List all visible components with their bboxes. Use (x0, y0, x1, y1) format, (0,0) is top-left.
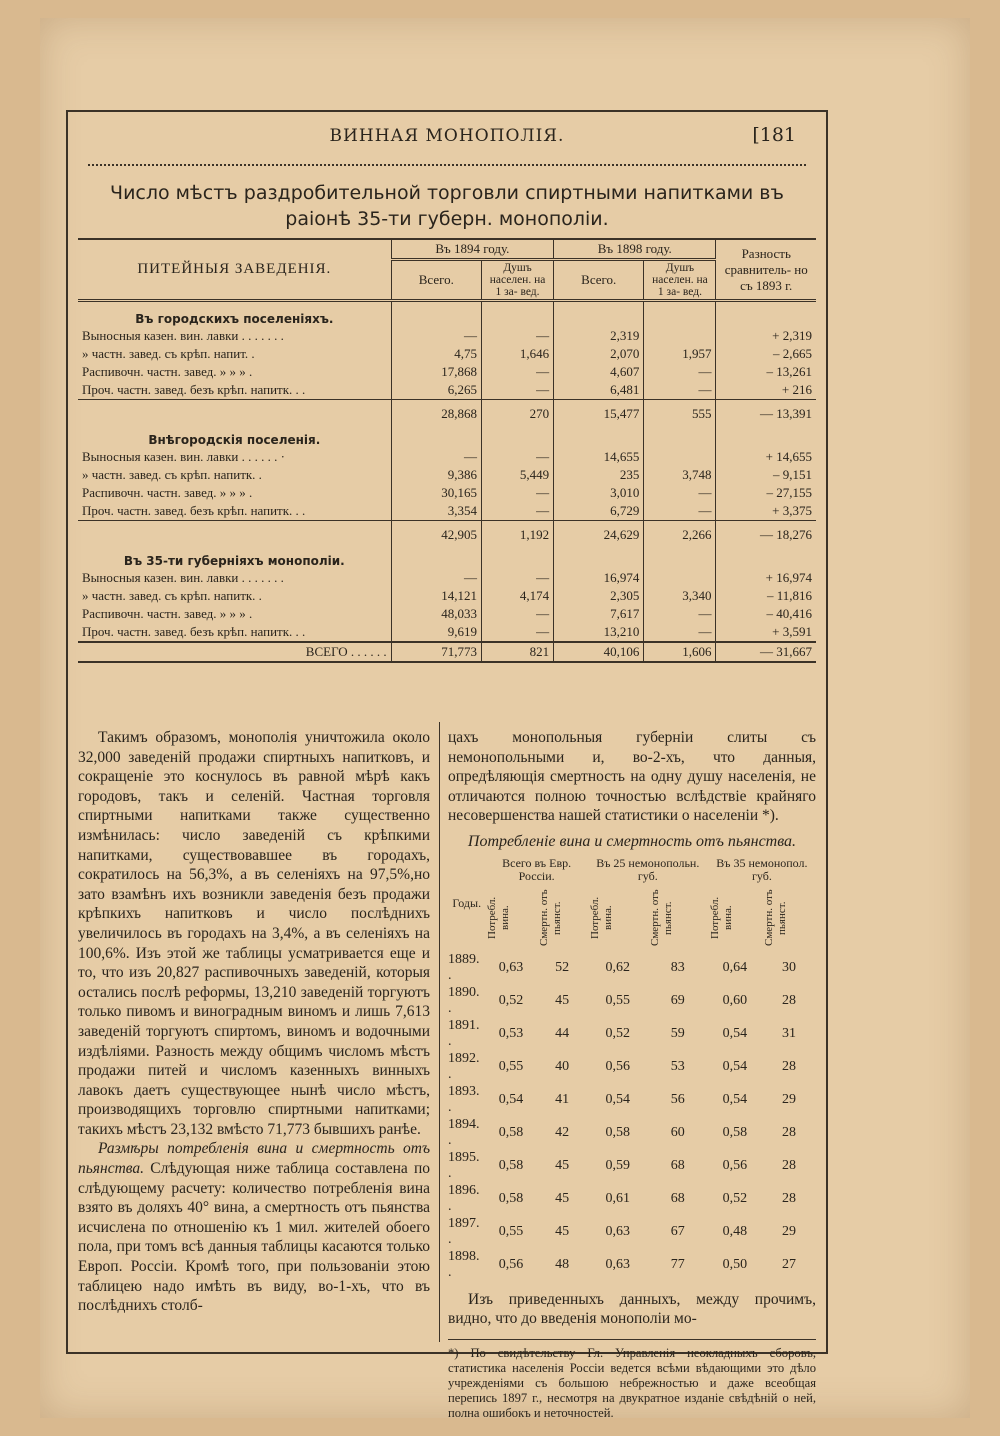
empty-cell (554, 301, 644, 328)
value-cell: 28 (781, 1124, 796, 1140)
col-souls-1898: Душъ населен. на 1 за- вед. (644, 260, 716, 301)
table-cell: 2,070 (554, 345, 644, 363)
table-cell (644, 448, 716, 466)
table-row (78, 345, 816, 363)
value-cell: 40 (555, 1058, 570, 1074)
value-cell: 30 (781, 959, 796, 975)
row-label: Выносныя казен. вин. лавки . . . . . . · (82, 449, 285, 464)
table-cell: 1,646 (482, 345, 554, 363)
table-cell: 2,319 (554, 327, 644, 345)
running-header: ВИННАЯ МОНОПОЛІЯ. (329, 126, 565, 146)
header-rule (88, 154, 806, 166)
table-cell: — (482, 502, 554, 521)
year-cell: 1895. . (448, 1149, 480, 1182)
table-cell: 9,619 (391, 623, 481, 642)
row-label: Проч. частн. завед. безъ крѣп. напитк. . . (82, 382, 306, 397)
section-heading: Размѣры потребленія вина и смертность отъ пьянства. (78, 1140, 430, 1178)
value-cell: 0,54 (722, 1025, 748, 1041)
value-cell: 0,50 (722, 1256, 748, 1272)
row-label: Распивочн. частн. завед. » » » . (82, 364, 253, 379)
row-label: » частн. завед. съ крѣп. напит. . (82, 346, 255, 361)
value-cell: 0,58 (498, 1157, 524, 1173)
table-cell: 235 (554, 466, 644, 484)
total-cell: 2,266 (644, 521, 716, 545)
year-row (448, 985, 816, 1018)
value-cell: 0,55 (498, 1223, 524, 1239)
value-cell: 28 (781, 992, 796, 1008)
table-cell: + 216 (716, 381, 816, 400)
value-cell: 28 (781, 1190, 796, 1206)
table-row (78, 484, 816, 502)
table-cell: – 9,151 (716, 466, 816, 484)
table-row (78, 569, 816, 587)
total-cell: 1,192 (482, 521, 554, 545)
table-cell: 14,655 (554, 448, 644, 466)
left-column (78, 728, 430, 1316)
total-row (78, 521, 816, 545)
empty-cell (482, 301, 554, 328)
value-cell: 77 (670, 1256, 685, 1272)
value-cell: 28 (781, 1058, 796, 1074)
value-cell: 29 (781, 1091, 796, 1107)
year-cell: 1893. . (448, 1083, 480, 1116)
table-cell: 3,354 (391, 502, 481, 521)
year-row (448, 1018, 816, 1051)
empty-cell (78, 521, 391, 545)
table-cell: 14,121 (391, 587, 481, 605)
value-cell: 0,55 (605, 992, 631, 1008)
value-cell: 29 (781, 1223, 796, 1239)
value-cell: 0,56 (498, 1256, 524, 1272)
row-label: » частн. завед. съ крѣп. напитк. . (82, 588, 262, 603)
value-cell: 53 (670, 1058, 685, 1074)
establishments-table (78, 238, 816, 663)
col-total-1894: Всего. (391, 260, 481, 301)
value-cell: 59 (670, 1025, 685, 1041)
table-cell: — (391, 327, 481, 345)
value-cell: 0,54 (722, 1091, 748, 1107)
col-souls-1894: Душъ населен. на 1 за- вед. (482, 260, 554, 301)
table-cell: — (644, 502, 716, 521)
section-title: Въ городскихъ поселеніяхъ. (135, 312, 334, 326)
col-diff: Разность сравнитель- но съ 1893 г. (716, 239, 816, 301)
value-cell: 0,64 (722, 959, 748, 975)
value-cell: 0,52 (498, 992, 524, 1008)
value-cell: 0,52 (605, 1025, 631, 1041)
row-label: Распивочн. частн. завед. » » » . (82, 485, 253, 500)
year-row (448, 1051, 816, 1084)
table-cell: 6,481 (554, 381, 644, 400)
year-cell: 1898. . (448, 1248, 480, 1281)
value-cell: 44 (555, 1025, 570, 1041)
col-consumption: Потребл. вина. (708, 896, 734, 939)
table-cell: 2,305 (554, 587, 644, 605)
value-cell: 27 (781, 1256, 796, 1272)
grand-total-row (78, 642, 816, 662)
table-body (78, 301, 816, 663)
col-group-25: Въ 25 немонопольн. губ. (596, 855, 700, 883)
row-label: Распивочн. частн. завед. » » » . (82, 606, 253, 621)
section-row (78, 301, 816, 328)
empty-cell (644, 544, 716, 569)
grand-total-cell: 71,773 (391, 642, 481, 662)
empty-cell (391, 544, 481, 569)
col-group-35: Въ 35 немонопол. губ. (716, 855, 808, 883)
value-cell: 69 (670, 992, 685, 1008)
table-cell: – 2,665 (716, 345, 816, 363)
table-cell: — (482, 605, 554, 623)
table-cell: 30,165 (391, 484, 481, 502)
value-cell: 0,63 (498, 959, 524, 975)
value-cell: 83 (670, 959, 685, 975)
value-cell: 0,53 (498, 1025, 524, 1041)
value-cell: 0,55 (498, 1058, 524, 1074)
value-cell: 42 (555, 1124, 570, 1140)
year-row (448, 1084, 816, 1117)
table-row (78, 605, 816, 623)
value-cell: 0,56 (722, 1157, 748, 1173)
table-cell: 9,386 (391, 466, 481, 484)
value-cell: 41 (555, 1091, 570, 1107)
empty-cell (482, 544, 554, 569)
col-years: Годы. (452, 896, 482, 911)
col-mortality: Смертн. отъ пьянст. (648, 889, 674, 946)
section-title: Въ 35-ти губерніяхъ монополіи. (123, 554, 345, 568)
table-cell: – 40,416 (716, 605, 816, 623)
table-cell: — (482, 448, 554, 466)
page-number: [181 (752, 124, 796, 146)
grand-total-cell: 1,606 (644, 642, 716, 662)
col-consumption: Потребл. вина. (486, 896, 512, 939)
table-row (78, 502, 816, 521)
total-cell: 15,477 (554, 400, 644, 424)
value-cell: 0,58 (498, 1190, 524, 1206)
value-cell: 0,54 (498, 1091, 524, 1107)
value-cell: 31 (781, 1025, 796, 1041)
table-cell: 6,729 (554, 502, 644, 521)
table-cell: — (482, 569, 554, 587)
table-cell: 4,75 (391, 345, 481, 363)
table-cell (644, 569, 716, 587)
total-cell: 42,905 (391, 521, 481, 545)
table-cell: — (644, 381, 716, 400)
table-cell: + 3,591 (716, 623, 816, 642)
table-cell: + 16,974 (716, 569, 816, 587)
grand-total-cell: 40,106 (554, 642, 644, 662)
total-cell: — 13,391 (716, 400, 816, 424)
value-cell: 45 (555, 1157, 570, 1173)
section-title: Внѣгородскія поселенія. (148, 433, 321, 447)
table-cell: — (482, 381, 554, 400)
empty-cell (554, 544, 644, 569)
table-cell: — (391, 569, 481, 587)
section-row (78, 423, 816, 448)
table-cell: 4,607 (554, 363, 644, 381)
year-cell: 1889. . (448, 951, 480, 984)
total-cell: 555 (644, 400, 716, 424)
value-cell: 0,58 (605, 1124, 631, 1140)
footnote: *) По свидѣтельству Гл. Управленія неокладныхъ сборовъ, статистика населенія Россіи ведется всѣми вѣдающими это дѣло учрежденіями съ большою небрежностью и даже всеобщая перепись 1897 г., несмотря на двукратное изданіе свѣдѣній о ней, полна ошибокъ и неточностей. (448, 1339, 816, 1421)
col-establishments: ПИТЕЙНЫЯ ЗАВЕДЕНІЯ. (78, 239, 391, 301)
value-cell: 68 (670, 1157, 685, 1173)
paragraph: Слѣдующая ниже таблица составлена по слѣдующему расчету: количество потребленія вина взято въ доляхъ 40° вина, а смертность отъ пьянства исчислена по отношенію къ 1 мил. жителей обоего пола, при томъ всѣ данныя таблицы касаются только Европ. Россіи. Кромѣ того, при пользованіи этою таблицею надо имѣть въ виду, во-1-хъ, что въ послѣднихъ столб- (78, 1160, 431, 1315)
table-cell: 13,210 (554, 623, 644, 642)
table-title: Число мѣстъ раздробительной торговли спиртными напитками въ раіонѣ 35-ти губерн. монополіи. (110, 182, 784, 230)
table-cell: 5,449 (482, 466, 554, 484)
total-cell: 24,629 (554, 521, 644, 545)
year-row (448, 1150, 816, 1183)
empty-cell (716, 544, 816, 569)
table-subheading: Потребленіе вина и смертность отъ пьянства. (467, 832, 797, 850)
table-cell: – 11,816 (716, 587, 816, 605)
value-cell: 0,63 (605, 1223, 631, 1239)
value-cell: 0,48 (722, 1223, 748, 1239)
right-column (448, 728, 816, 1421)
table-cell: – 27,155 (716, 484, 816, 502)
table-cell: 1,957 (644, 345, 716, 363)
total-row (78, 400, 816, 424)
col-mortality: Смертн. отъ пьянст. (762, 889, 788, 946)
table-cell: – 13,261 (716, 363, 816, 381)
table-cell: 16,974 (554, 569, 644, 587)
table-cell: + 14,655 (716, 448, 816, 466)
consumption-table (448, 856, 816, 1282)
table-cell: — (644, 363, 716, 381)
table-cell: — (644, 605, 716, 623)
value-cell: 0,54 (605, 1091, 631, 1107)
year-row (448, 1216, 816, 1249)
total-cell: 28,868 (391, 400, 481, 424)
col-group-russia: Всего въ Евр. Россіи. (502, 855, 572, 883)
col-1898: Въ 1898 году. (554, 239, 716, 260)
empty-cell (644, 301, 716, 328)
year-cell: 1896. . (448, 1182, 480, 1215)
empty-cell (482, 423, 554, 448)
empty-cell (716, 423, 816, 448)
row-label: Проч. частн. завед. безъ крѣп. напитк. . . (82, 624, 306, 639)
value-cell: 0,54 (722, 1058, 748, 1074)
value-cell: 0,62 (605, 959, 631, 975)
table-cell: — (482, 363, 554, 381)
value-cell: 0,52 (722, 1190, 748, 1206)
table-cell: 4,174 (482, 587, 554, 605)
empty-cell (391, 301, 481, 328)
year-cell: 1897. . (448, 1215, 480, 1248)
column-divider (439, 722, 440, 1342)
table-row (78, 587, 816, 605)
value-cell: 67 (670, 1223, 685, 1239)
table-row (78, 363, 816, 381)
value-cell: 52 (555, 959, 570, 975)
value-cell: 0,59 (605, 1157, 631, 1173)
value-cell: 45 (555, 992, 570, 1008)
value-cell: 0,60 (722, 992, 748, 1008)
table-row (78, 623, 816, 642)
row-label: Выносныя казен. вин. лавки . . . . . . . (82, 328, 284, 343)
value-cell: 45 (555, 1223, 570, 1239)
table-row (78, 381, 816, 400)
empty-cell (78, 400, 391, 424)
table-cell (644, 327, 716, 345)
table-cell: + 2,319 (716, 327, 816, 345)
value-cell: 45 (555, 1190, 570, 1206)
table-row (78, 327, 816, 345)
value-cell: 0,61 (605, 1190, 631, 1206)
col-1894: Въ 1894 году. (391, 239, 553, 260)
value-cell: 0,63 (605, 1256, 631, 1272)
value-cell: 0,56 (605, 1058, 631, 1074)
value-cell: 56 (670, 1091, 685, 1107)
year-cell: 1890. . (448, 984, 480, 1017)
empty-cell (391, 423, 481, 448)
empty-cell (716, 301, 816, 328)
table-cell: — (482, 623, 554, 642)
empty-cell (554, 423, 644, 448)
table-cell: — (391, 448, 481, 466)
total-cell: — 18,276 (716, 521, 816, 545)
col-mortality: Смертн. отъ пьянст. (537, 889, 563, 946)
col-total-1898: Всего. (554, 260, 644, 301)
year-cell: 1891. . (448, 1017, 480, 1050)
grand-total-cell: 821 (482, 642, 554, 662)
table-cell: — (644, 484, 716, 502)
year-cell: 1894. . (448, 1116, 480, 1149)
paragraph: Такимъ образомъ, монополія уничтожила около 32,000 заведеній продажи спиртныхъ напитковъ, и сокращеніе это коснулось въ равной мѣрѣ какъ городовъ, такъ и селеній. Частная торговля спиртными напитками также существенно измѣнилась: число заведеній съ крѣпкими напитками, существовавшее въ городахъ, сократилось на 56,3%, а въ селеніяхъ на 97,5%,но зато взамѣнъ ихъ возникли заведенія безъ продажи крѣпкихъ напитковъ и число послѣднихъ увеличилось въ городахъ на 3,4%, а въ селеніяхъ на 100,6%. Изъ этой же таблицы усматривается еще и то, что изъ 20,827 распивочныхъ заведеній, которыя остались послѣ реформы, 13,210 заведеній торгуютъ только пивомъ и виноградным виномъ и лишь 7,613 заведеній торгуютъ спиртомъ, виномъ и водочными издѣліями. Разность между общимъ числомъ мѣстъ продажи питей и числомъ казенныхъ винныхъ лавокъ даетъ существующее нынѣ число мѣстъ, производящихъ торговлю спиртными напитками; такихъ мѣстъ 23,132 вмѣсто 71,773 бывшихъ ранѣе. (78, 729, 430, 1138)
consumption-body (448, 952, 816, 1282)
section-row (78, 544, 816, 569)
year-row (448, 1249, 816, 1282)
table-cell: 6,265 (391, 381, 481, 400)
col-consumption: Потребл. вина. (588, 896, 614, 939)
table-cell: 48,033 (391, 605, 481, 623)
table-cell: — (482, 484, 554, 502)
page-frame (66, 110, 828, 1420)
row-label: » частн. завед. съ крѣп. напитк. . (82, 467, 262, 482)
table-cell: 3,748 (644, 466, 716, 484)
table-cell: 7,617 (554, 605, 644, 623)
year-cell: 1892. . (448, 1050, 480, 1083)
year-row (448, 1183, 816, 1216)
total-cell: 270 (482, 400, 554, 424)
year-row (448, 1117, 816, 1150)
row-label: Выносныя казен. вин. лавки . . . . . . . (82, 570, 284, 585)
value-cell: 0,58 (722, 1124, 748, 1140)
value-cell: 28 (781, 1157, 796, 1173)
table-cell: 3,340 (644, 587, 716, 605)
table-cell: 3,010 (554, 484, 644, 502)
value-cell: 60 (670, 1124, 685, 1140)
row-label: Проч. частн. завед. безъ крѣп. напитк. . . (82, 503, 306, 518)
table-cell: 17,868 (391, 363, 481, 381)
grand-total-label: ВСЕГО . . . . . . (78, 642, 391, 662)
empty-cell (644, 423, 716, 448)
table-row (78, 466, 816, 484)
paragraph: Изъ приведенныхъ данныхъ, между прочимъ, видно, что до введенія монополіи мо- (448, 1290, 816, 1328)
grand-total-cell: — 31,667 (716, 642, 816, 662)
table-cell: — (482, 327, 554, 345)
table-cell: + 3,375 (716, 502, 816, 521)
value-cell: 68 (670, 1190, 685, 1206)
table-row (78, 448, 816, 466)
value-cell: 0,58 (498, 1124, 524, 1140)
paragraph: цахъ монопольныя губерніи слиты съ немонопольными и, во-2-хъ, что данныя, опредѣляющія смертность на одну душу населенія, не отличаются полною точностью вслѣдствіе крайняго несовершенства нашей статистики о населеніи *). (448, 729, 816, 825)
value-cell: 48 (555, 1256, 570, 1272)
table-cell: — (644, 623, 716, 642)
year-row (448, 952, 816, 985)
